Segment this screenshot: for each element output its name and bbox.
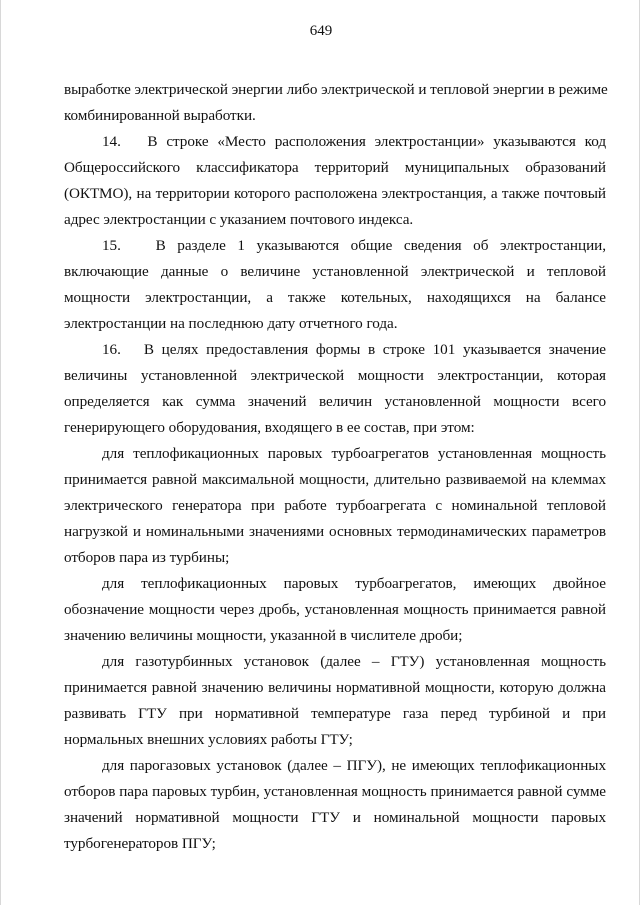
text-line: 15. В разделе 1 указываются общие сведения об электростанции, [102,237,606,254]
text-line: значений нормативной мощности ГТУ и номинальной мощности паровых [64,809,606,826]
text-line: включающие данные о величине установленной электрической и тепловой [64,263,606,280]
text-line: для теплофикационных паровых турбоагрегатов, имеющих двойное [102,575,606,592]
text-line: значению величины мощности, указанной в числителе дроби; [64,627,463,644]
text-line: принимается равной максимальной мощности, длительно развиваемой на клеммах [64,471,606,488]
text-line: нагрузкой и номинальными значениями основных термодинамических параметров [64,523,606,540]
text-line: развивать ГТУ при нормативной температуре газа перед турбиной и при [64,705,606,722]
text-line: электростанции на последнюю дату отчетного года. [64,315,398,332]
text-line: отборов пара паровых турбин, установленная мощность принимается равной сумме [64,783,606,800]
text-line: нормальных внешних условиях работы ГТУ; [64,731,353,748]
text-line: адрес электростанции с указанием почтового индекса. [64,211,414,228]
text-line: определяется как сумма значений величин установленной мощности всего [64,393,606,410]
text-line: (ОКТМО), на территории которого расположена электростанция, а также почтовый [64,185,606,202]
text-line: принимается равной значению величины нормативной мощности, которую должна [64,679,606,696]
text-line: для парогазовых установок (далее – ПГУ), не имеющих теплофикационных [102,757,606,774]
text-line: турбогенераторов ПГУ; [64,835,216,852]
text-line: 14. В строке «Место расположения электростанции» указываются код [102,133,606,150]
text-line: для теплофикационных паровых турбоагрегатов установленная мощность [102,445,606,462]
text-line: выработке электрической энергии либо электрической и тепловой энергии в режиме [64,81,608,98]
text-line: отборов пара из турбины; [64,549,230,566]
text-line: электрического генератора при работе турбоагрегата с номинальной тепловой [64,497,606,514]
text-line: Общероссийского классификатора территорий муниципальных образований [64,159,606,176]
text-line: для газотурбинных установок (далее – ГТУ) установленная мощность [102,653,606,670]
text-line: генерирующего оборудования, входящего в ее состав, при этом: [64,419,475,436]
text-line: мощности электростанции, а также котельных, находящихся на балансе [64,289,606,306]
text-line: величины установленной электрической мощности электростанции, которая [64,367,606,384]
text-line: обозначение мощности через дробь, установленная мощность принимается равной [64,601,606,618]
text-line: комбинированной выработки. [64,107,256,124]
text-line: 16. В целях предоставления формы в строке 101 указывается значение [102,341,606,358]
page-number: 649 [309,23,333,39]
